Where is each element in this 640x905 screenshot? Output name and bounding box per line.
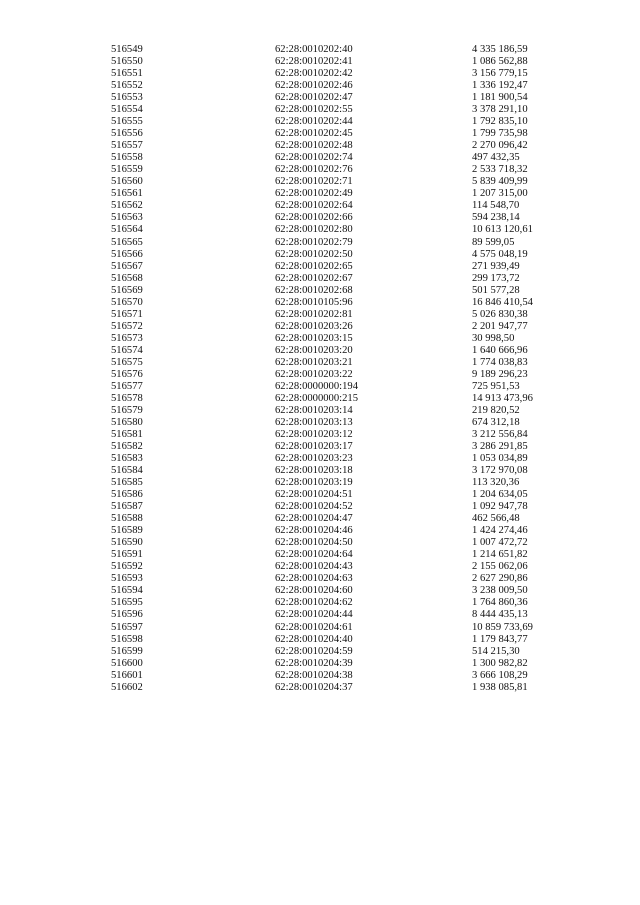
- record-number: 516559: [111, 164, 143, 176]
- table-row: [0, 309, 640, 321]
- table-row: [0, 573, 640, 585]
- cadastral-number: 62:28:0010203:18: [275, 465, 353, 477]
- table-row: [0, 92, 640, 104]
- record-number: 516556: [111, 128, 143, 140]
- table-row: [0, 585, 640, 597]
- cadastral-number: 62:28:0010202:42: [275, 68, 353, 80]
- table-row: [0, 646, 640, 658]
- table-row: [0, 549, 640, 561]
- record-number: 516583: [111, 453, 143, 465]
- record-number: 516586: [111, 489, 143, 501]
- table-row: [0, 261, 640, 273]
- cadastral-number: 62:28:0010203:21: [275, 356, 353, 368]
- record-number: 516595: [111, 597, 143, 609]
- table-row: [0, 116, 640, 128]
- record-number: 516562: [111, 200, 143, 212]
- table-row: [0, 357, 640, 369]
- table-row: [0, 634, 640, 646]
- cadastral-number: 62:28:0010202:40: [275, 44, 353, 55]
- cadastral-value: 594 238,14: [472, 212, 520, 224]
- record-number: 516590: [111, 537, 143, 549]
- cadastral-value: 4 335 186,59: [472, 44, 528, 55]
- cadastral-number: 62:28:0010204:47: [275, 513, 353, 525]
- record-number: 516579: [111, 404, 143, 416]
- cadastral-value: 3 238 009,50: [472, 585, 528, 597]
- record-number: 516550: [111, 56, 143, 68]
- cadastral-value: 1 007 472,72: [472, 537, 528, 549]
- cadastral-value: 1 792 835,10: [472, 116, 528, 128]
- record-number: 516577: [111, 380, 143, 392]
- table-row: [0, 224, 640, 236]
- cadastral-value: 2 155 062,06: [472, 561, 528, 573]
- cadastral-value: 1 640 666,96: [472, 344, 528, 356]
- cadastral-number: 62:28:0010203:20: [275, 344, 353, 356]
- record-number: 516587: [111, 501, 143, 513]
- table-row: [0, 609, 640, 621]
- cadastral-number: 62:28:0000000:194: [275, 380, 358, 392]
- record-number: 516592: [111, 561, 143, 573]
- record-number: 516602: [111, 681, 143, 693]
- cadastral-number: 62:28:0010202:74: [275, 152, 353, 164]
- cadastral-number: 62:28:0010202:65: [275, 260, 353, 272]
- cadastral-number: 62:28:0010204:59: [275, 645, 353, 657]
- record-number: 516574: [111, 344, 143, 356]
- cadastral-value: 1 053 034,89: [472, 453, 528, 465]
- cadastral-value: 1 336 192,47: [472, 80, 528, 92]
- cadastral-number: 62:28:0010202:47: [275, 92, 353, 104]
- cadastral-number: 62:28:0010204:52: [275, 501, 353, 513]
- record-number: 516553: [111, 92, 143, 104]
- table-row: [0, 561, 640, 573]
- cadastral-value: 1 938 085,81: [472, 681, 528, 693]
- table-row: [0, 489, 640, 501]
- table-row: [0, 513, 640, 525]
- cadastral-value: 674 312,18: [472, 416, 520, 428]
- record-number: 516596: [111, 609, 143, 621]
- record-number: 516555: [111, 116, 143, 128]
- cadastral-value: 14 913 473,96: [472, 392, 533, 404]
- cadastral-value: 3 666 108,29: [472, 669, 528, 681]
- table-row: [0, 682, 640, 694]
- record-number: 516593: [111, 573, 143, 585]
- cadastral-number: 62:28:0010203:12: [275, 429, 353, 440]
- cadastral-number: 62:28:0010105:96: [275, 296, 353, 308]
- table-row: [0, 405, 640, 417]
- record-number: 516594: [111, 585, 143, 597]
- record-number: 516563: [111, 212, 143, 224]
- record-number: 516584: [111, 465, 143, 477]
- table-row: [0, 622, 640, 634]
- table-row: [0, 200, 640, 212]
- cadastral-value: 16 846 410,54: [472, 296, 533, 308]
- record-number: 516576: [111, 368, 143, 380]
- cadastral-value: 1 214 651,82: [472, 549, 528, 561]
- cadastral-number: 62:28:0010202:55: [275, 104, 353, 116]
- cadastral-number: 62:28:0010202:79: [275, 236, 353, 248]
- table-row: [0, 176, 640, 188]
- record-number: 516552: [111, 80, 143, 92]
- table-row: [0, 345, 640, 357]
- record-number: 516597: [111, 621, 143, 633]
- cadastral-number: 62:28:0010203:17: [275, 441, 353, 453]
- table-row: [0, 68, 640, 80]
- table-row: [0, 273, 640, 285]
- cadastral-number: 62:28:0010202:44: [275, 116, 353, 128]
- record-number: 516581: [111, 429, 143, 440]
- cadastral-value: 2 627 290,86: [472, 573, 528, 585]
- cadastral-number: 62:28:0010202:48: [275, 140, 353, 152]
- record-number: 516598: [111, 633, 143, 645]
- cadastral-number: 62:28:0010203:26: [275, 320, 353, 332]
- cadastral-number: 62:28:0010203:23: [275, 453, 353, 465]
- table-row: [0, 80, 640, 92]
- record-number: 516565: [111, 236, 143, 248]
- cadastral-number: 62:28:0010202:46: [275, 80, 353, 92]
- cadastral-number: 62:28:0010202:50: [275, 248, 353, 260]
- record-number: 516558: [111, 152, 143, 164]
- cadastral-value: 2 533 718,32: [472, 164, 528, 176]
- record-number: 516573: [111, 332, 143, 344]
- table-row: [0, 537, 640, 549]
- cadastral-value: 10 859 733,69: [472, 621, 533, 633]
- record-number: 516600: [111, 657, 143, 669]
- records-table: [0, 44, 640, 694]
- record-number: 516554: [111, 104, 143, 116]
- record-number: 516568: [111, 272, 143, 284]
- record-number: 516575: [111, 356, 143, 368]
- cadastral-number: 62:28:0010204:44: [275, 609, 353, 621]
- table-row: [0, 453, 640, 465]
- cadastral-value: 1 086 562,88: [472, 56, 528, 68]
- cadastral-value: 1 204 634,05: [472, 489, 528, 501]
- cadastral-number: 62:28:0010203:19: [275, 477, 353, 489]
- table-row: [0, 249, 640, 261]
- cadastral-number: 62:28:0010202:41: [275, 56, 353, 68]
- record-number: 516601: [111, 669, 143, 681]
- record-number: 516566: [111, 248, 143, 260]
- cadastral-number: 62:28:0010204:40: [275, 633, 353, 645]
- cadastral-number: 62:28:0010204:43: [275, 561, 353, 573]
- cadastral-value: 3 212 556,84: [472, 429, 528, 440]
- cadastral-value: 5 026 830,38: [472, 308, 528, 320]
- cadastral-value: 725 951,53: [472, 380, 520, 392]
- cadastral-value: 3 156 779,15: [472, 68, 528, 80]
- cadastral-number: 62:28:0010204:38: [275, 669, 353, 681]
- table-row: [0, 128, 640, 140]
- cadastral-value: 30 998,50: [472, 332, 515, 344]
- cadastral-number: 62:28:0010204:37: [275, 681, 353, 693]
- cadastral-number: 62:28:0010202:71: [275, 176, 353, 188]
- cadastral-value: 1 092 947,78: [472, 501, 528, 513]
- record-number: 516570: [111, 296, 143, 308]
- record-number: 516549: [111, 44, 143, 55]
- record-number: 516589: [111, 525, 143, 537]
- table-row: [0, 44, 640, 56]
- cadastral-number: 62:28:0010203:13: [275, 416, 353, 428]
- table-row: [0, 525, 640, 537]
- cadastral-number: 62:28:0010202:80: [275, 224, 353, 236]
- cadastral-value: 501 577,28: [472, 284, 520, 296]
- record-number: 516588: [111, 513, 143, 525]
- record-number: 516580: [111, 416, 143, 428]
- record-number: 516564: [111, 224, 143, 236]
- record-number: 516582: [111, 441, 143, 453]
- cadastral-number: 62:28:0010203:22: [275, 368, 353, 380]
- table-row: [0, 477, 640, 489]
- cadastral-value: 114 548,70: [472, 200, 520, 212]
- record-number: 516567: [111, 260, 143, 272]
- table-row: [0, 321, 640, 333]
- cadastral-value: 2 201 947,77: [472, 320, 528, 332]
- cadastral-value: 1 207 315,00: [472, 188, 528, 200]
- cadastral-number: 62:28:0010202:68: [275, 284, 353, 296]
- cadastral-number: 62:28:0010202:49: [275, 188, 353, 200]
- cadastral-value: 8 444 435,13: [472, 609, 528, 621]
- table-row: [0, 333, 640, 345]
- table-row: [0, 441, 640, 453]
- cadastral-value: 462 566,48: [472, 513, 520, 525]
- cadastral-number: 62:28:0010204:60: [275, 585, 353, 597]
- table-row: [0, 393, 640, 405]
- table-row: [0, 417, 640, 429]
- cadastral-value: 497 432,35: [472, 152, 520, 164]
- cadastral-value: 1 300 982,82: [472, 657, 528, 669]
- table-row: [0, 465, 640, 477]
- table-row: [0, 104, 640, 116]
- cadastral-value: 3 378 291,10: [472, 104, 528, 116]
- cadastral-number: 62:28:0010202:76: [275, 164, 353, 176]
- cadastral-number: 62:28:0010204:39: [275, 657, 353, 669]
- table-row: [0, 501, 640, 513]
- cadastral-number: 62:28:0010202:81: [275, 308, 353, 320]
- cadastral-number: 62:28:0000000:215: [275, 392, 358, 404]
- record-number: 516585: [111, 477, 143, 489]
- table-row: [0, 285, 640, 297]
- record-number: 516578: [111, 392, 143, 404]
- cadastral-number: 62:28:0010202:64: [275, 200, 353, 212]
- table-row: [0, 212, 640, 224]
- record-number: 516599: [111, 645, 143, 657]
- cadastral-number: 62:28:0010204:63: [275, 573, 353, 585]
- cadastral-value: 1 179 843,77: [472, 633, 528, 645]
- table-row: [0, 152, 640, 164]
- table-row: [0, 237, 640, 249]
- table-row: [0, 381, 640, 393]
- cadastral-value: 9 189 296,23: [472, 368, 528, 380]
- cadastral-number: 62:28:0010204:61: [275, 621, 353, 633]
- table-row: [0, 164, 640, 176]
- cadastral-value: 113 320,36: [472, 477, 520, 489]
- cadastral-number: 62:28:0010202:67: [275, 272, 353, 284]
- cadastral-number: 62:28:0010204:51: [275, 489, 353, 501]
- cadastral-value: 271 939,49: [472, 260, 520, 272]
- table-row: [0, 670, 640, 682]
- cadastral-value: 4 575 048,19: [472, 248, 528, 260]
- cadastral-value: 3 172 970,08: [472, 465, 528, 477]
- cadastral-number: 62:28:0010204:46: [275, 525, 353, 537]
- table-row: [0, 140, 640, 152]
- record-number: 516569: [111, 284, 143, 296]
- cadastral-number: 62:28:0010202:45: [275, 128, 353, 140]
- table-row: [0, 297, 640, 309]
- table-row: [0, 597, 640, 609]
- cadastral-value: 10 613 120,61: [472, 224, 533, 236]
- cadastral-value: 89 599,05: [472, 236, 515, 248]
- cadastral-number: 62:28:0010202:66: [275, 212, 353, 224]
- cadastral-value: 219 820,52: [472, 404, 520, 416]
- record-number: 516571: [111, 308, 143, 320]
- record-number: 516591: [111, 549, 143, 561]
- cadastral-number: 62:28:0010203:14: [275, 404, 353, 416]
- record-number: 516572: [111, 320, 143, 332]
- cadastral-value: 1 424 274,46: [472, 525, 528, 537]
- table-row: [0, 56, 640, 68]
- cadastral-value: 2 270 096,42: [472, 140, 528, 152]
- cadastral-number: 62:28:0010204:64: [275, 549, 353, 561]
- cadastral-value: 5 839 409,99: [472, 176, 528, 188]
- record-number: 516557: [111, 140, 143, 152]
- cadastral-number: 62:28:0010204:62: [275, 597, 353, 609]
- table-row: [0, 369, 640, 381]
- cadastral-value: 3 286 291,85: [472, 441, 528, 453]
- cadastral-value: 1 181 900,54: [472, 92, 528, 104]
- record-number: 516561: [111, 188, 143, 200]
- record-number: 516551: [111, 68, 143, 80]
- cadastral-value: 299 173,72: [472, 272, 520, 284]
- cadastral-value: 514 215,30: [472, 645, 520, 657]
- cadastral-value: 1 799 735,98: [472, 128, 528, 140]
- cadastral-value: 1 774 038,83: [472, 356, 528, 368]
- table-row: [0, 658, 640, 670]
- cadastral-number: 62:28:0010203:15: [275, 332, 353, 344]
- table-row: [0, 188, 640, 200]
- cadastral-value: 1 764 860,36: [472, 597, 528, 609]
- cadastral-number: 62:28:0010204:50: [275, 537, 353, 549]
- record-number: 516560: [111, 176, 143, 188]
- table-row: [0, 429, 640, 441]
